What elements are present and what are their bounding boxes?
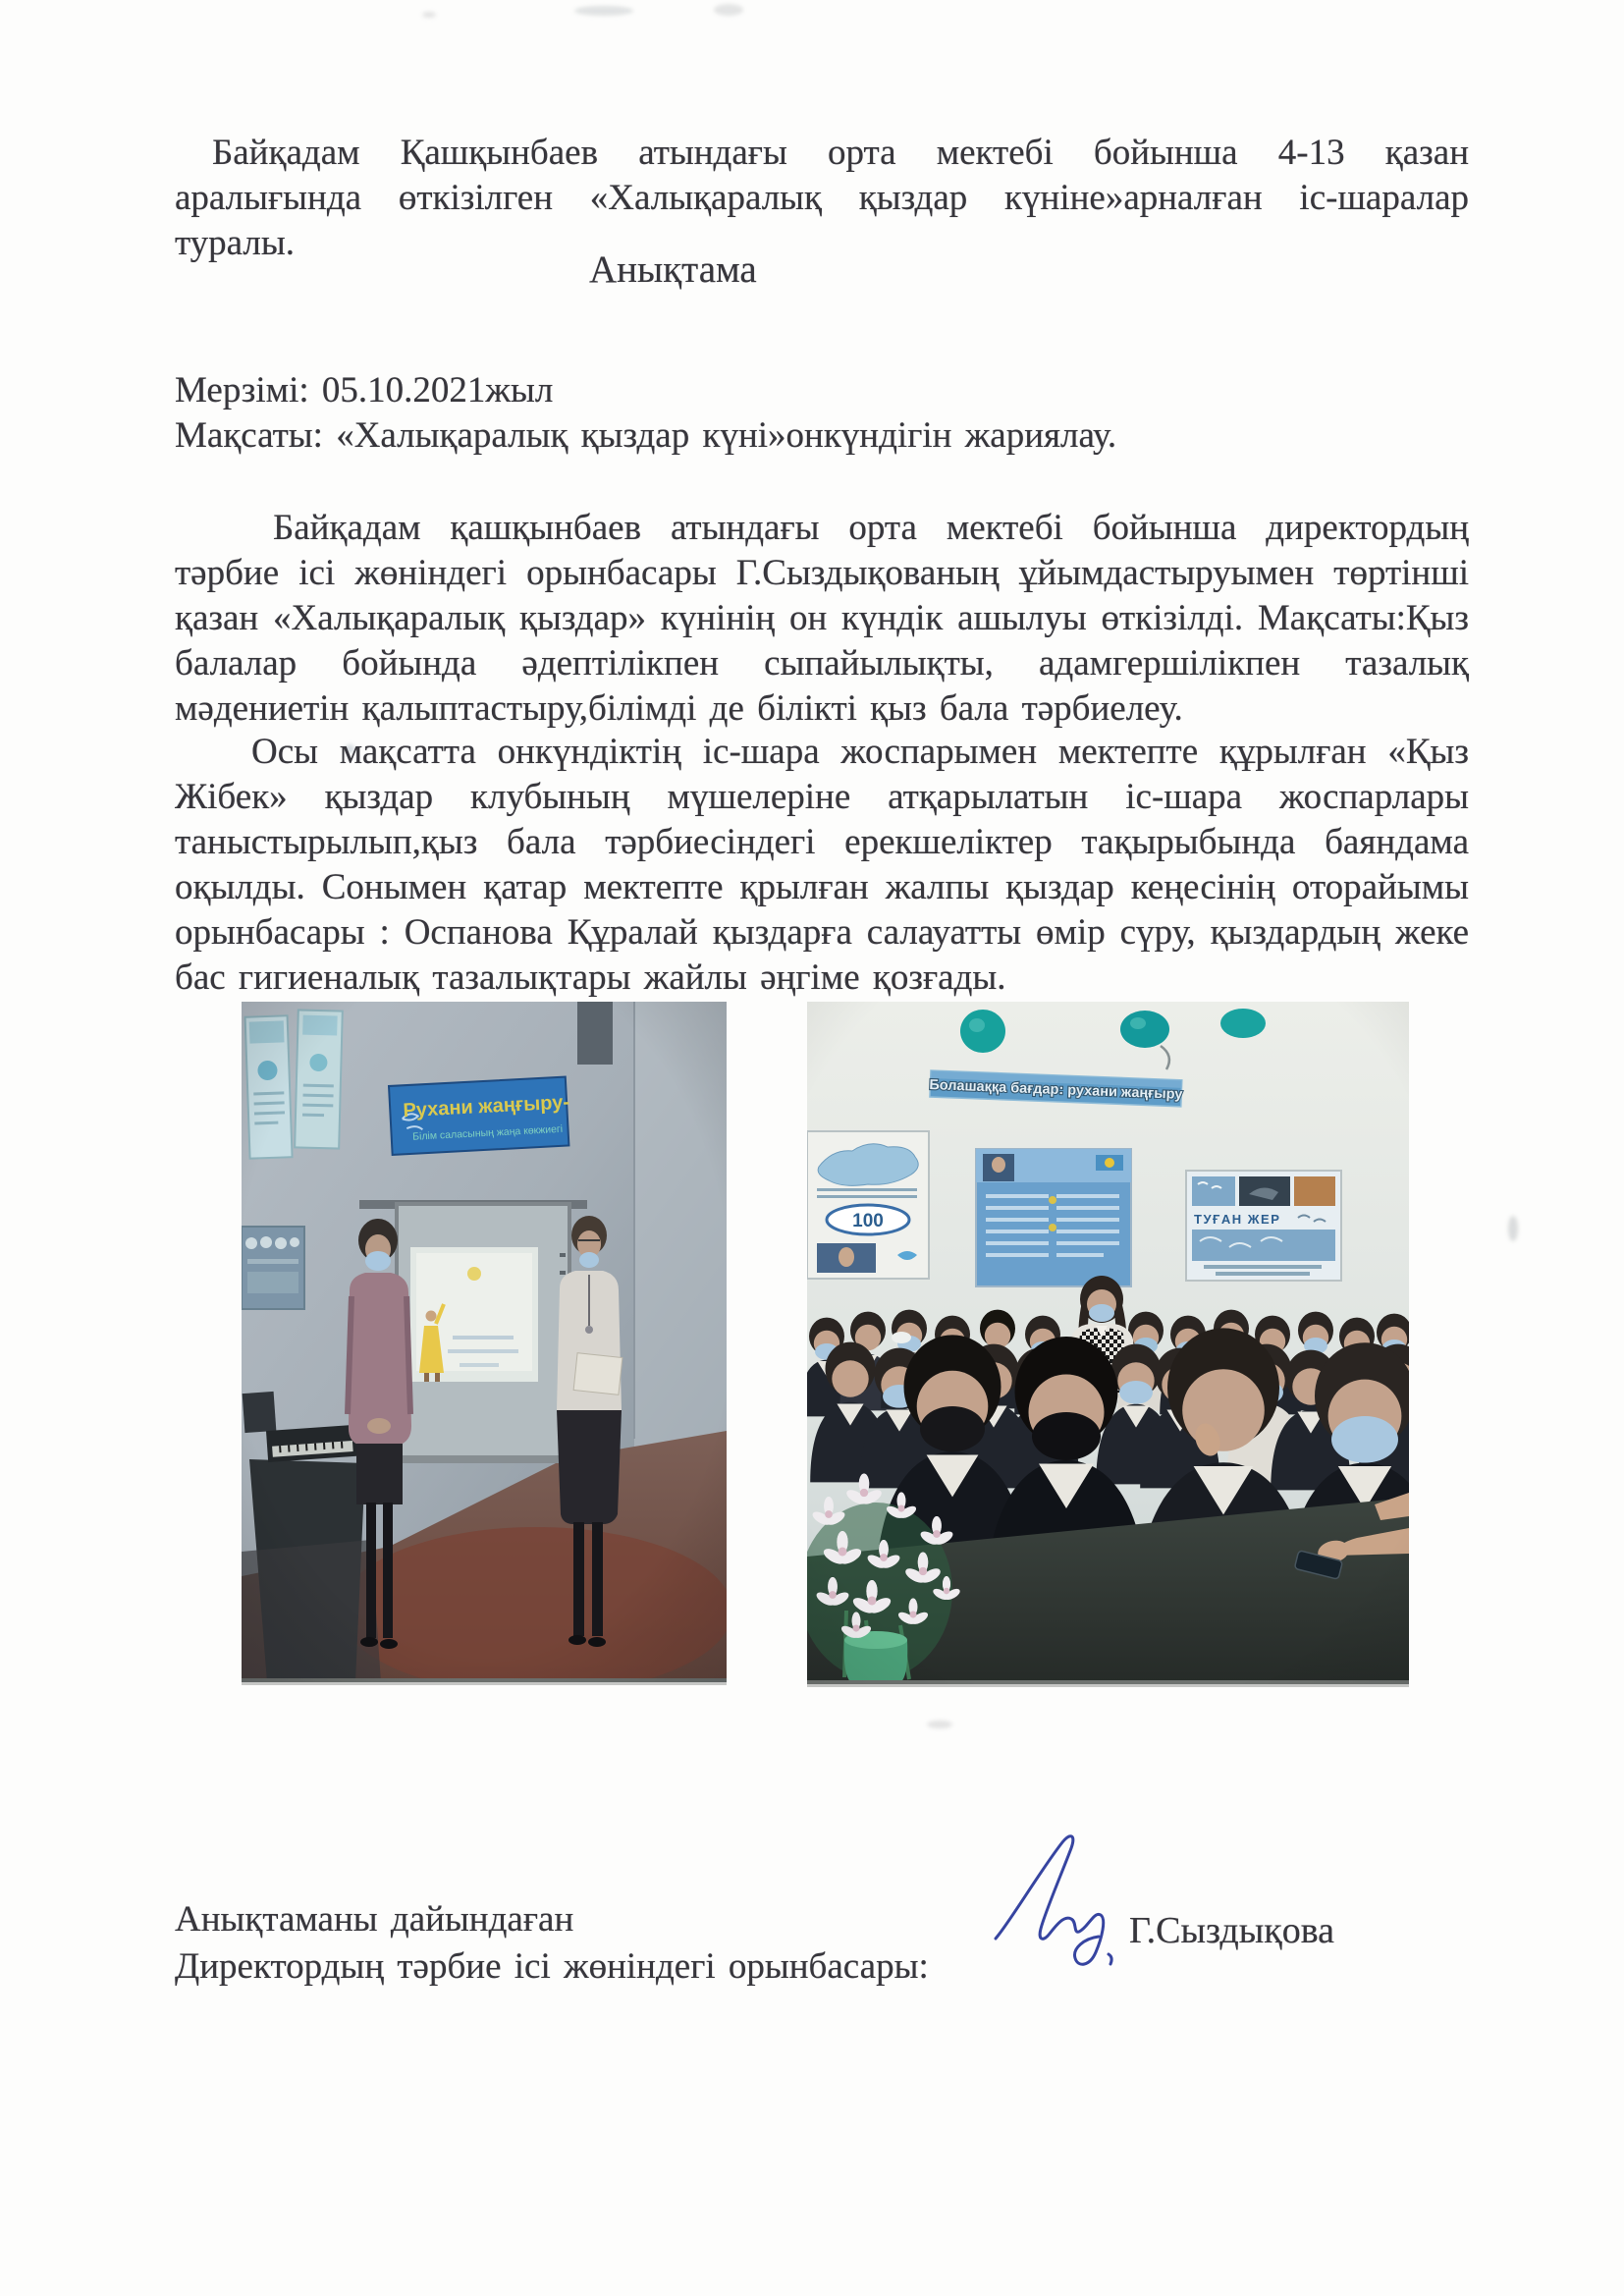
body-paragraph-2: Осы мақсатта онкүндіктің іс-шара жоспарымен мектепте құрылған «Қыз Жібек» қыздар клубының мүшелеріне атқарылатын іс-шара жоспарлары таныстырылып,қыз бала тәрбиесіндегі ерекшеліктер тақырыбында баяндама оқылды. Сонымен қатар мектепте қрылған жалпы қыздар кеңесінің оторайымы орынбасары : Оспанова Құралай қыздарға салауатты өмір сүру, қыздардың жеке бас гигиеналық тазалықтары жайлы әңгіме қозғады. (175, 732, 1469, 998)
photo-vignette (242, 1002, 727, 1682)
body-paragraph-1: Байқадам қашқынбаев атындағы орта мектебі бойынша директордың тәрбие ісі жөніндегі орынбасары Г.Сыздықованың ұйымдастыруымен төртінші қазан «Халықаралық қыздар» күнінің он күндік ашылуы өткізілді. Мақсаты:Қыз балалар бойында әдептілікпен сыпайылықты, адамгершілікпен тазалық мәдениетін қалыптастыру,білімді де білікті қыз бала тәрбиелеу. (175, 508, 1469, 729)
signer-name: Г.Сыздықова (1129, 1910, 1335, 1951)
signer-role-line: Директордың тәрбие ісі жөніндегі орынбасары: (175, 1946, 929, 1987)
photo-audience-classroom (807, 1002, 1409, 1684)
photo-presentation-svg (242, 1002, 727, 1682)
scan-noise (574, 6, 633, 16)
signature-block (980, 1829, 1147, 1981)
scan-noise (1508, 1216, 1518, 1241)
handwritten-signature-icon (980, 1829, 1147, 1976)
photo-vignette (807, 1002, 1409, 1684)
photo-audience-svg (807, 1002, 1409, 1684)
photo-presentation-whiteboard (242, 1002, 727, 1682)
scan-noise (927, 1721, 952, 1728)
purpose-line: Мақсаты: «Халықаралық қыздар күні»онкүндігін жариялау. (175, 415, 1117, 456)
date-line: Мерзімі: 05.10.2021жыл (175, 370, 554, 410)
scan-noise (714, 4, 743, 16)
scan-noise (422, 12, 436, 18)
document-title: Анықтама (589, 248, 757, 291)
prepared-by-line: Анықтаманы дайындаған (175, 1899, 574, 1940)
intro-paragraph: Байқадам Қашқынбаев атындағы орта мектебі бойынша 4-13 қазан аралығында өткізілген «Халықаралық қыздар күніне»арналған іс-шаралар туралы. (175, 133, 1469, 263)
